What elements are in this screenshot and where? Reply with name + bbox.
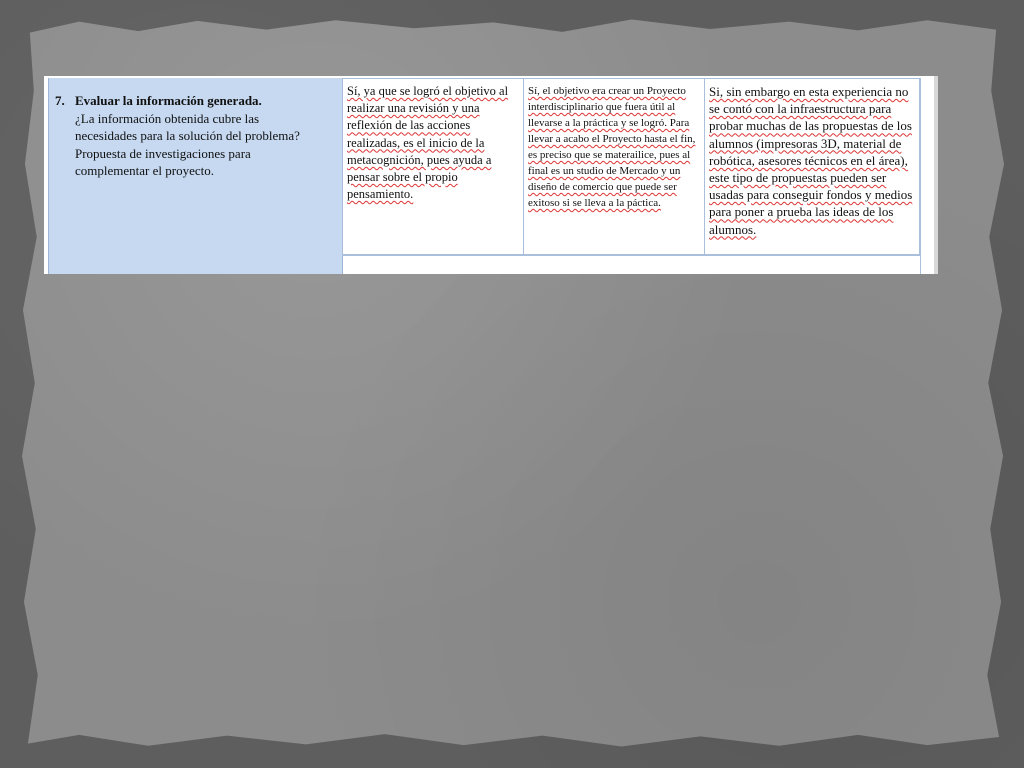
- criterion-line: ¿La información obtenida cubre las: [75, 110, 260, 126]
- criterion-line: complementar el proyecto.: [75, 163, 214, 178]
- response-cell: Si, sin embargo en esta experiencia no se contó con la infraestructura para probar muchas de las propuestas de los alumnos (impresoras 3D, material de robótica, asesores técnicos en el área), este tipo de propuestas pueden ser usadas para conseguir fondos y medios para poner a prueba las ideas de los alumnos.: [709, 84, 913, 237]
- response-cell: Sí, el objetivo era crear un Proyecto interdisciplinario que fuera útil al llevarse a la práctica y se logró. Para llevar a acabo el Proyecto hasta el fin, es preciso que se materailice, pues al final es un studio de Mercado y un diseño de comercio que puede ser exitoso si se lleva a la páctica.: [524, 79, 705, 254]
- responses-row: [342, 78, 920, 255]
- criterion-line: necesidades para la solución del problema?: [75, 128, 300, 143]
- document-table-excerpt: [44, 76, 938, 274]
- table-border: [920, 78, 921, 274]
- criterion-line: Propuesta de investigaciones para: [75, 145, 251, 161]
- table-divider: [342, 255, 920, 256]
- criterion-number: 7.: [55, 93, 65, 108]
- criteria-column: [48, 78, 343, 274]
- criterion-item: [55, 92, 339, 180]
- criterion-title: Evaluar la información generada.: [75, 93, 262, 108]
- response-cell: Sí, ya que se logró el objetivo al realizar una revisión y una reflexión de las acciones realizadas, es el inicio de la metacognición, pues ayuda a pensar sobre el propio pensamiento.: [343, 79, 524, 254]
